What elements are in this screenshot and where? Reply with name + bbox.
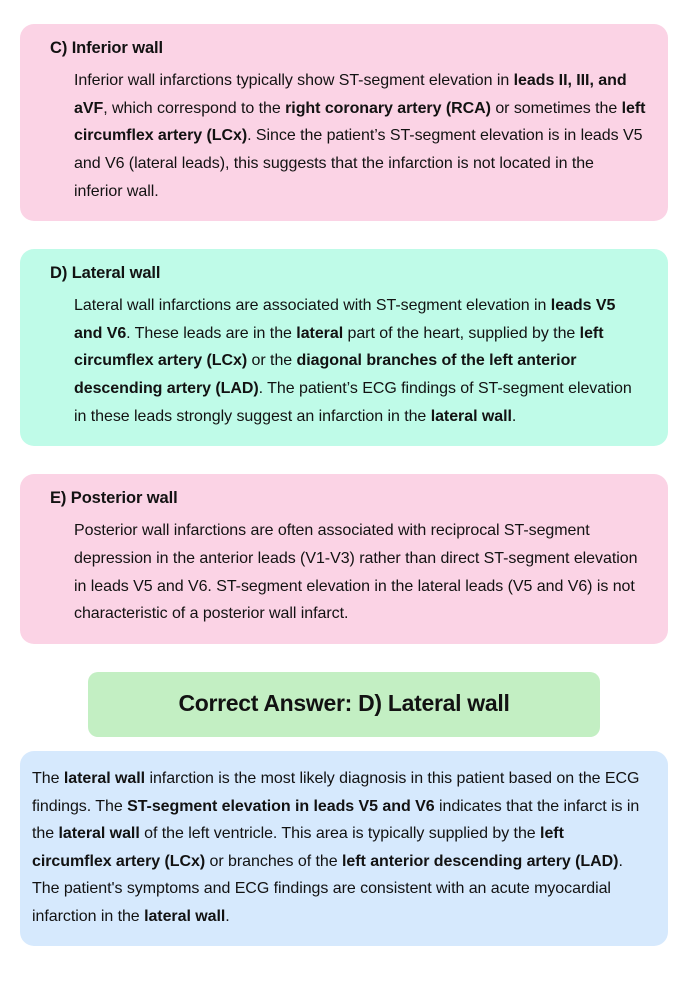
option-card-inferior-wall [20, 24, 668, 221]
option-explanation-text: Posterior wall infarctions are often associated with reciprocal ST-segment depression in the anterior leads (V1-V3) rather than direct ST-segment elevation in leads V5 and V6. ST-segment elevation in the lateral leads (V5 and V6) is not characteristic of a posterior wall infarct. [74, 522, 638, 623]
correct-answer-row [20, 672, 668, 738]
correct-answer-banner: Correct Answer: D) Lateral wall [88, 672, 600, 738]
option-title: C) Inferior wall [50, 39, 163, 57]
option-card-posterior-wall [20, 474, 668, 644]
option-card-lateral-wall [20, 249, 668, 446]
summary-text: The lateral wall infarction is the most likely diagnosis in this patient based on the ECG findings. The ST-segment elevation in leads V5 and V6 indicates that the infarct is in the lateral wall of the left ventricle. This area is typically supplied by the left circumflex artery (LCx) or branches of the left anterior descending artery (LAD). The patient's symptoms and ECG findings are consistent with an acute myocardial infarction in the lateral wall. [32, 770, 640, 925]
option-title: D) Lateral wall [50, 264, 161, 283]
option-title: E) Posterior wall [50, 489, 178, 508]
option-explanation-text: Inferior wall infarctions typically show ST-segment elevation in leads II, III, and aVF, which correspond to the right coronary artery (RCA) or sometimes the left circumflex artery (LCx). Since the patient’s ST-segment elevation is in leads V5 and V6 (lateral leads), this suggests that the infarction is not located in the inferior wall. [74, 72, 646, 200]
summary-card [20, 751, 668, 946]
option-explanation-text: Lateral wall infarctions are associated with ST-segment elevation in leads V5 and V6. These leads are in the lateral part of the heart, supplied by the left circumflex artery (LCx) or the diagonal branches of the left anterior descending artery (LAD). The patient’s ECG findings of ST-segment elevation in these leads strongly suggest an infarction in the lateral wall. [74, 297, 632, 425]
